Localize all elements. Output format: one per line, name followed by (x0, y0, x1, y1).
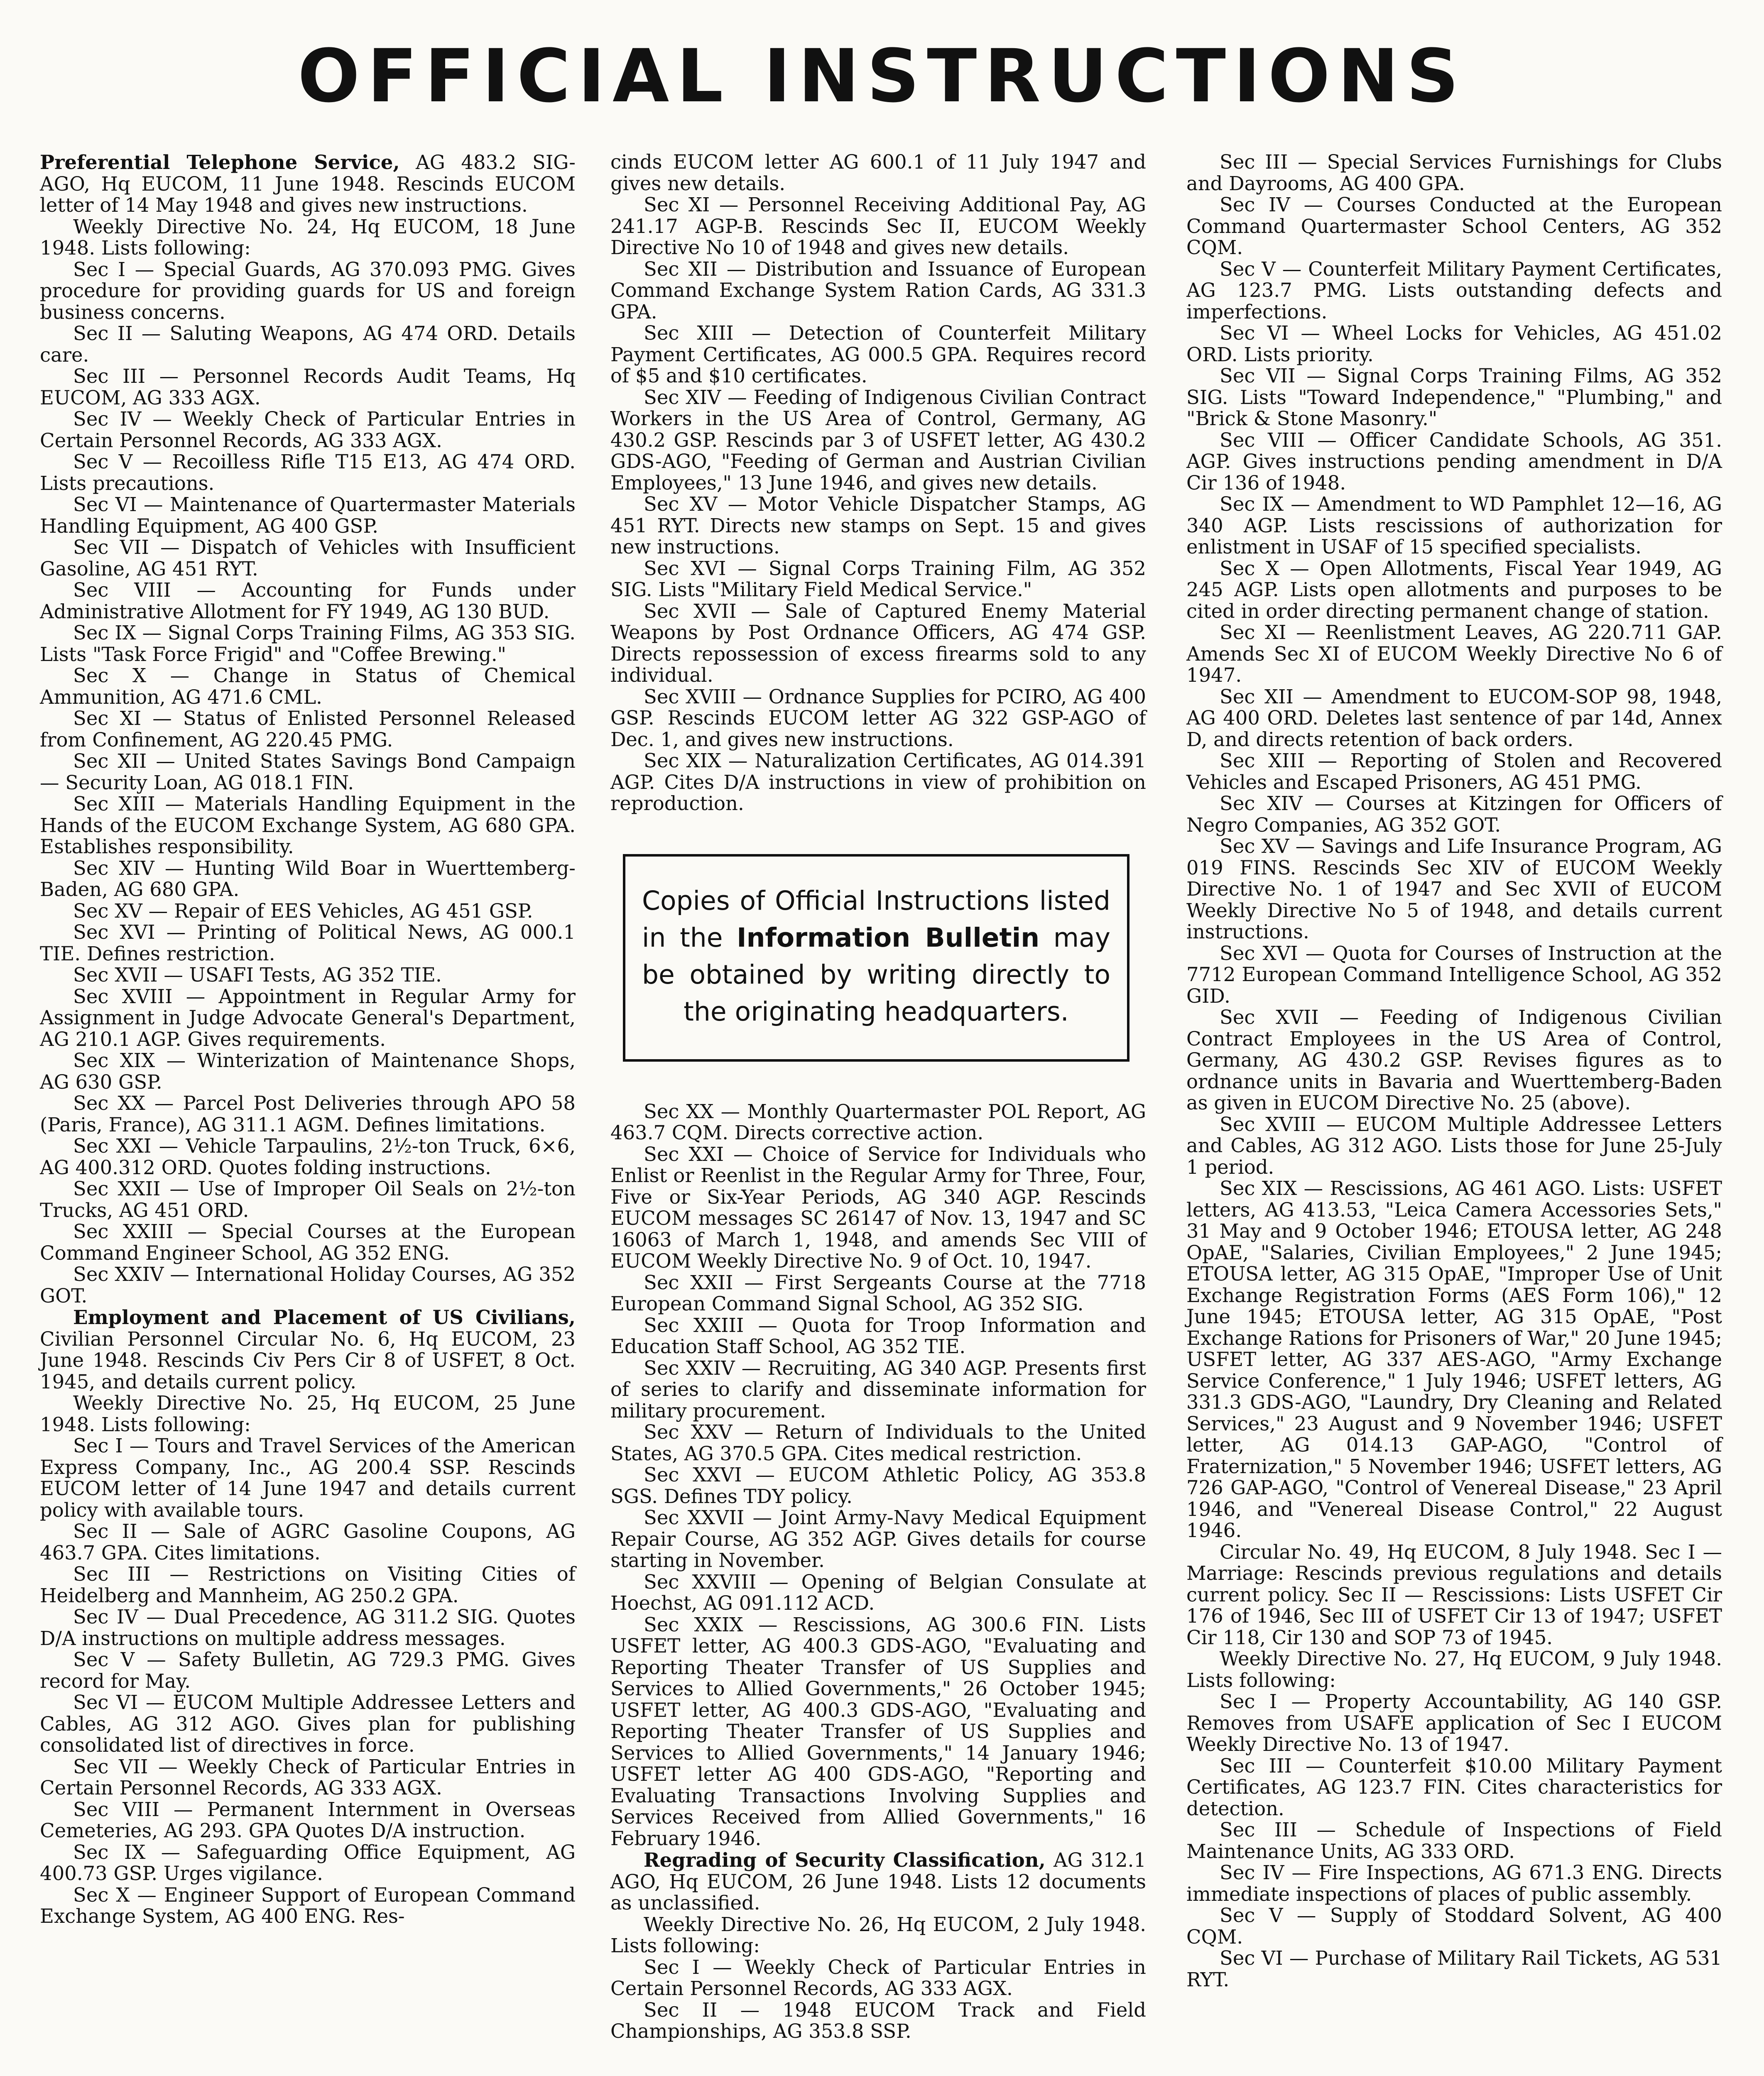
entry (1186, 430, 1722, 494)
entry-text: Sec III — Schedule of Inspections of Field Maintenance Units, AG 333 ORD. (1186, 1819, 1722, 1863)
entry-text: Sec II — Saluting Weapons, AG 474 ORD. Details care. (40, 322, 576, 366)
column-2-top (610, 152, 1146, 815)
entry-heading: Regrading of Security Classification, (644, 1848, 1046, 1871)
entry-text: Sec XIV — Feeding of Indigenous Civilian Contract Workers in the US Area of Control, Germany, AG 430.2 GSP. Rescinds par 3 of USFET letter, AG 430.2 GDS-AGO, "Feeding of German and Austrian Civilian Employees," 13 June 1946, and gives new details. (610, 386, 1146, 494)
entry (1186, 622, 1722, 686)
entry (610, 1464, 1146, 1507)
entry-text: Sec VIII — Accounting for Funds under Administrative Allotment for FY 1949, AG 130 BUD. (40, 579, 576, 623)
entry-text: Sec VII — Signal Corps Training Films, AG 352 SIG. Lists "Toward Independence," "Plumbing," and "Brick & Stone Masonry." (1186, 365, 1722, 430)
entry-text: Sec XXIII — Special Courses at the European Command Engineer School, AG 352 ENG. (40, 1220, 576, 1264)
entry (610, 1101, 1146, 1144)
entry (1186, 686, 1722, 751)
entry (40, 1649, 576, 1692)
entry-text: Sec II — Sale of AGRC Gasoline Coupons, AG 463.7 GPA. Cites limitations. (40, 1520, 576, 1564)
entry (610, 1507, 1146, 1572)
entry-text: Sec VIII — Officer Candidate Schools, AG 351. AGP. Gives instructions pending amendment in D/A Cir 136 of 1948. (1186, 428, 1722, 494)
entry-text: Sec XV — Motor Vehicle Dispatcher Stamps, AG 451 RYT. Directs new stamps on Sept. 15 and gives new instructions. (610, 493, 1146, 558)
entry (40, 259, 576, 323)
entry-text: Sec V — Supply of Stoddard Solvent, AG 400 CQM. (1186, 1904, 1722, 1948)
entry-text: Sec VI — Purchase of Military Rail Tickets, AG 531 RYT. (1186, 1947, 1722, 1991)
notice-text-after: may be obtained by writing directly to the originating headquarters. (642, 922, 1110, 1027)
entry (610, 1272, 1146, 1315)
entry-text: Sec VII — Dispatch of Vehicles with Insufficient Gasoline, AG 451 RYT. (40, 536, 576, 580)
entry (610, 1914, 1146, 1957)
entry (40, 1178, 576, 1221)
entry (610, 1358, 1146, 1422)
entry-text: Sec XVII — USAFI Tests, AG 352 TIE. (73, 964, 442, 986)
entry (610, 686, 1146, 751)
notice-text-before: Copies of Official Instructions listed in the (642, 885, 1110, 953)
entry-text: Sec XXV — Return of Individuals to the United States, AG 370.5 GPA. Cites medical restriction. (610, 1421, 1146, 1465)
entry (610, 1572, 1146, 1614)
entry-text: Sec V — Safety Bulletin, AG 729.3 PMG. Gives record for May. (40, 1648, 576, 1692)
entry-text: Sec XXII — First Sergeants Course at the 7718 European Command Signal School, AG 352 SIG. (610, 1271, 1146, 1315)
entry (1186, 1542, 1722, 1649)
entry (40, 1564, 576, 1606)
entry-text: Sec XVIII — Appointment in Regular Army for Assignment in Judge Advocate General's Department, AG 210.1 AGP. Gives requirements. (40, 985, 576, 1050)
entry (1186, 365, 1722, 430)
entry (1186, 194, 1722, 259)
entry-text: Sec VIII — Permanent Internment in Overseas Cemeteries, AG 293. GPA Quotes D/A instruction. (40, 1798, 576, 1842)
entry (610, 494, 1146, 558)
entry-text: Sec XXI — Vehicle Tarpaulins, 2½-ton Truck, 6×6, AG 400.312 ORD. Quotes folding instructions. (40, 1135, 576, 1179)
entry (40, 1885, 576, 1927)
entry-text: Sec XIII — Reporting of Stolen and Recovered Vehicles and Escaped Prisoners, AG 451 PMG. (1186, 749, 1722, 793)
entry (40, 751, 576, 793)
entry-text: Sec III — Restrictions on Visiting Cities of Heidelberg and Mannheim, AG 250.2 GPA. (40, 1563, 576, 1607)
entry-text: Civilian Personnel Circular No. 6, Hq EUCOM, 23 June 1948. Rescinds Civ Pers Cir 8 of USFET, 8 Oct. 1945, and details current policy. (40, 1327, 576, 1393)
entry-text: Sec XVI — Signal Corps Training Film, AG 352 SIG. Lists "Military Field Medical Service." (610, 557, 1146, 601)
entry-text: Sec VI — Wheel Locks for Vehicles, AG 451.02 ORD. Lists priority. (1186, 322, 1722, 366)
entry-text: Sec IV — Fire Inspections, AG 671.3 ENG. Directs immediate inspections of places of public assembly. (1186, 1861, 1722, 1905)
entry-text: Sec XXIII — Quota for Troop Information and Education Staff School, AG 352 TIE. (610, 1314, 1146, 1358)
entry (610, 601, 1146, 686)
entry-text: Weekly Directive No. 25, Hq EUCOM, 25 June 1948. Lists following: (40, 1392, 576, 1436)
entry (610, 1422, 1146, 1464)
entry-text: Sec X — Change in Status of Chemical Ammunition, AG 471.6 CML. (40, 664, 576, 708)
entry (1186, 323, 1722, 365)
entry (610, 558, 1146, 601)
entry (1186, 750, 1722, 793)
entry (1186, 1114, 1722, 1178)
column-2-bottom (610, 1101, 1146, 2042)
entry (40, 409, 576, 451)
entry-text: Sec XII — United States Savings Bond Campaign — Security Loan, AG 018.1 FIN. (40, 750, 576, 794)
entry-text: Sec VII — Weekly Check of Particular Entries in Certain Personnel Records, AG 333 AGX. (40, 1755, 576, 1799)
entry (40, 1842, 576, 1885)
entry-text: Sec XXVI — EUCOM Athletic Policy, AG 353.8 SGS. Defines TDY policy. (610, 1464, 1146, 1508)
entry-text: Sec III — Personnel Records Audit Teams, Hq EUCOM, AG 333 AGX. (40, 365, 576, 409)
entry (610, 259, 1146, 323)
entry-text: Sec XIII — Detection of Counterfeit Military Payment Certificates, AG 000.5 GPA. Requires record of $5 and $10 certificates. (610, 322, 1146, 387)
entry-text: Sec I — Special Guards, AG 370.093 PMG. Gives procedure for providing guards for US and foreign business concerns. (40, 258, 576, 323)
entry-text: Sec XI — Reenlistment Leaves, AG 220.711 GAP. Amends Sec XI of EUCOM Weekly Directive No 6 of 1947. (1186, 621, 1722, 686)
entry-text: Sec X — Open Allotments, Fiscal Year 1949, AG 245 AGP. Lists open allotments and purposes to be cited in order directing permanent change of station. (1186, 557, 1722, 622)
entry-text: Sec IX — Amendment to WD Pamphlet 12—16, AG 340 AGP. Lists rescissions of authorization for enlistment in USAF of 15 specified specialists. (1186, 493, 1722, 558)
notice-box (623, 854, 1129, 1062)
entry-text: Sec I — Tours and Travel Services of the American Express Company, Inc., AG 200.4 SSP. Rescinds EUCOM letter of 14 June 1947 and details current policy with available tours. (40, 1435, 576, 1521)
entry (610, 1849, 1146, 1914)
entry (610, 387, 1146, 494)
entry (1186, 558, 1722, 622)
entry (1186, 1862, 1722, 1905)
entry (40, 323, 576, 366)
entry-text: Sec XXIX — Rescissions, AG 300.6 FIN. Lists USFET letter, AG 400.3 GDS-AGO, "Evaluating and Reporting Theater Transfer of US Supplies and Services to Allied Governments," 26 October 1945; USFET letter, AG 400.3 GDS-AGO, "Evaluating and Reporting Theater Transfer of US Supplies and Services to Allied Governments," 14 January 1946; USFET letter AG 400 GDS-AGO, "Reporting and Evaluating Transactions Involving Supplies and Services Received from Allied Governments," 16 February 1946. (610, 1613, 1146, 1850)
entry-heading: Preferential Telephone Service, (40, 151, 400, 174)
entry-text: Sec XIX — Winterization of Maintenance Shops, AG 630 GSP. (40, 1049, 576, 1093)
entry (40, 1136, 576, 1178)
entry (610, 1144, 1146, 1272)
entry-text: Sec XII — Distribution and Issuance of European Command Exchange System Ration Cards, AG 331.3 GPA. (610, 257, 1146, 323)
entry-text: Weekly Directive No. 26, Hq EUCOM, 2 July 1948. Lists following: (610, 1913, 1146, 1957)
entry (40, 1221, 576, 1264)
entry (40, 665, 576, 708)
entry (1186, 152, 1722, 194)
page-title: OFFICIAL INSTRUCTIONS (297, 34, 1467, 119)
entry (40, 1799, 576, 1842)
entry (40, 1307, 576, 1393)
entry-text: Sec XII — Amendment to EUCOM-SOP 98, 1948, AG 400 ORD. Deletes last sentence of par 14d, Annex D, and directs retention of back orders. (1186, 685, 1722, 751)
entry-text: Circular No. 49, Hq EUCOM, 8 July 1948. Sec I — Marriage: Rescinds previous regulations and details current policy. Sec II — Rescissions: Lists USFET Cir 176 of 1946, Sec III of USFET Cir 13 of 1947; USFET Cir 118, Cir 130 and SOP 73 of 1945. (1186, 1540, 1722, 1649)
entry (40, 1050, 576, 1093)
entry (40, 901, 576, 922)
entry-text: Sec X — Engineer Support of European Command Exchange System, AG 400 ENG. Res- (40, 1883, 576, 1927)
entry (40, 622, 576, 665)
entry (610, 1957, 1146, 2000)
entry-text: Sec XXIV — International Holiday Courses, AG 352 GOT. (40, 1263, 576, 1307)
entry (40, 1393, 576, 1435)
entry-text: Sec I — Weekly Check of Particular Entries in Certain Personnel Records, AG 333 AGX. (610, 1956, 1146, 2000)
entry (40, 216, 576, 259)
entry (1186, 1819, 1722, 1862)
entry-text: Sec IV — Weekly Check of Particular Entries in Certain Personnel Records, AG 333 AGX. (40, 408, 576, 452)
notice-text-bold: Information Bulletin (737, 922, 1040, 953)
entry (1186, 1948, 1722, 1990)
entry-text: Weekly Directive No. 27, Hq EUCOM, 9 July 1948. Lists following: (1186, 1648, 1722, 1692)
entry (1186, 1007, 1722, 1114)
entry (40, 537, 576, 580)
entry-text: Sec IV — Courses Conducted at the European Command Quartermaster School Centers, AG 352 CQM. (1186, 193, 1722, 259)
entry-text: Sec XVII — Feeding of Indigenous Civilian Contract Employees in the US Area of Control, Germany, AG 430.2 GSP. Revises figures as to ordnance units in Bavaria and Wuerttemberg-Baden as given in EUCOM Directive No. 25 (above). (1186, 1006, 1722, 1114)
entry-text: Sec XIII — Materials Handling Equipment in the Hands of the EUCOM Exchange System, AG 680 GPA. Establishes responsibility. (40, 793, 576, 858)
entry (1186, 1691, 1722, 1755)
entry (610, 1614, 1146, 1850)
entry (40, 152, 576, 216)
entry (1186, 1648, 1722, 1691)
entry-text: Sec IV — Dual Precedence, AG 311.2 SIG. Quotes D/A instructions on multiple address messages. (40, 1606, 576, 1650)
entry-text: Sec XV — Repair of EES Vehicles, AG 451 GSP. (73, 899, 533, 922)
entry-text: Sec XI — Status of Enlisted Personnel Released from Confinement, AG 220.45 PMG. (40, 707, 576, 751)
entry-text: Sec XVIII — EUCOM Multiple Addressee Letters and Cables, AG 312 AGO. Lists those for June 25-July 1 period. (1186, 1113, 1722, 1178)
entry-text: Sec XIV — Courses at Kitzingen for Officers of Negro Companies, AG 352 GOT. (1186, 792, 1722, 836)
column-2 (610, 152, 1146, 2042)
entry (610, 194, 1146, 259)
entry-text: Sec XXIV — Recruiting, AG 340 AGP. Presents first of series to clarify and disseminate information for military procurement. (610, 1356, 1146, 1422)
entry-text: Sec XV — Savings and Life Insurance Program, AG 019 FINS. Rescinds Sec XIV of EUCOM Weekly Directive No. 1 of 1947 and Sec XVII of EUCOM Weekly Directive No 5 of 1948, and details current instructions. (1186, 835, 1722, 943)
entry (610, 152, 1146, 194)
entry (40, 1606, 576, 1649)
entry-text: Sec VI — EUCOM Multiple Addressee Letters and Cables, AG 312 AGO. Gives plan for publishing consolidated list of directives in force. (40, 1691, 576, 1756)
entry (40, 1756, 576, 1799)
entry-text: Sec XVIII — Ordnance Supplies for PCIRO, AG 400 GSP. Rescinds EUCOM letter AG 322 GSP-AGO of Dec. 1, and gives new instructions. (610, 685, 1146, 751)
entry-text: Sec XI — Personnel Receiving Additional Pay, AG 241.17 AGP-B. Rescinds Sec II, EUCOM Weekly Directive No 10 of 1948 and gives new details. (610, 193, 1146, 259)
entry-text: Sec III — Special Services Furnishings for Clubs and Dayrooms, AG 400 GPA. (1186, 151, 1722, 195)
entry-text: Sec XXVIII — Opening of Belgian Consulate at Hoechst, AG 091.112 ACD. (610, 1570, 1146, 1614)
entry-text: Sec I — Property Accountability, AG 140 GSP. Removes from USAFE application of Sec I EUCOM Weekly Directive No. 13 of 1947. (1186, 1690, 1722, 1755)
entry (40, 1435, 576, 1521)
entry (1186, 1178, 1722, 1542)
entry (1186, 1755, 1722, 1820)
entry (40, 580, 576, 622)
entry-text: Sec III — Counterfeit $10.00 Military Payment Certificates, AG 123.7 FIN. Cites characteristics for detection. (1186, 1754, 1722, 1820)
entry-text: Sec IX — Safeguarding Office Equipment, AG 400.73 GSP. Urges vigilance. (40, 1841, 576, 1885)
entry-text: cinds EUCOM letter AG 600.1 of 11 July 1947 and gives new details. (610, 151, 1146, 195)
entry (1186, 943, 1722, 1007)
entry-text: Sec XIX — Rescissions, AG 461 AGO. Lists: USFET letters, AG 413.53, "Leica Camera Accessories Sets," 31 May and 9 October 1946; ETOUSA letter, AG 248 OpAE, "Salaries, Civilian Employees," 2 June 1945; ETOUSA letter, AG 315 OpAE, "Improper Use of Unit Exchange Registration Forms (AES Form 106)," 12 June 1945; ETOUSA letter, AG 315 OpAE, "Post Exchange Rations for Prisoners of War," 20 June 1945; USFET letter, AG 337 AES-AGO, "Army Exchange Service Conference," 1 July 1946; USFET letters, AG 331.3 GDS-AGO, "Laundry, Dry Cleaning and Related Services," 23 August and 9 November 1946; USFET letter, AG 014.13 GAP-AGO, "Control of Fraternization," 5 November 1946; USFET letters, AG 726 GAP-AGO, "Control of Venereal Disease," 23 April 1946, and "Venereal Disease Control," 22 August 1946. (1186, 1177, 1722, 1542)
entry (1186, 793, 1722, 836)
entry (610, 2000, 1146, 2042)
entry-text: Sec VI — Maintenance of Quartermaster Materials Handling Equipment, AG 400 GSP. (40, 493, 576, 537)
entry (40, 986, 576, 1050)
entry (610, 750, 1146, 815)
entry-text: Sec XXII — Use of Improper Oil Seals on 2½-ton Trucks, AG 451 ORD. (40, 1178, 576, 1222)
entry (40, 793, 576, 858)
entry (1186, 1905, 1722, 1948)
entry-text: Sec XVI — Printing of Political News, AG 000.1 TIE. Defines restriction. (40, 921, 576, 965)
entry-text: Sec XIX — Naturalization Certificates, AG 014.391 AGP. Cites D/A instructions in view of prohibition on reproduction. (610, 749, 1146, 815)
entry-text: Sec XX — Parcel Post Deliveries through APO 58 (Paris, France), AG 311.1 AGM. Defines limitations. (40, 1092, 576, 1136)
entry (40, 1093, 576, 1136)
entry-text: Weekly Directive No. 24, Hq EUCOM, 18 June 1948. Lists following: (40, 215, 576, 259)
entry (1186, 494, 1722, 558)
entry (610, 1315, 1146, 1358)
entry (40, 1521, 576, 1564)
entry-text: AG 483.2 SIG-AGO, Hq EUCOM, 11 June 1948. Rescinds EUCOM letter of 14 May 1948 and gives new instructions. (40, 151, 576, 216)
entry-text: AG 312.1 AGO, Hq EUCOM, 26 June 1948. Lists 12 documents as unclassified. (610, 1849, 1146, 1914)
entry (40, 1264, 576, 1307)
entry (40, 494, 576, 537)
entry-heading: Employment and Placement of US Civilians, (73, 1306, 576, 1329)
entry-text: Sec II — 1948 EUCOM Track and Field Championships, AG 353.8 SSP. (610, 1998, 1146, 2042)
column-1 (40, 152, 576, 1927)
entry-text: Sec XXVII — Joint Army-Navy Medical Equipment Repair Course, AG 352 AGP. Gives details for course starting in November. (610, 1506, 1146, 1572)
entry-text: Sec IX — Signal Corps Training Films, AG 353 SIG. Lists "Task Force Frigid" and "Coffee Brewing." (40, 622, 576, 666)
entry-text: Sec XIV — Hunting Wild Boar in Wuerttemberg-Baden, AG 680 GPA. (40, 857, 576, 901)
entry (40, 922, 576, 965)
entry-text: Sec XXI — Choice of Service for Individuals who Enlist or Reenlist in the Regular Army for Three, Four, Five or Six-Year Periods, AG 340 AGP. Rescinds EUCOM messages SC 26147 of Nov. 13, 1947 and SC 16063 of March 1, 1948, and amends Sec VIII of EUCOM Weekly Directive No. 9 of Oct. 10, 1947. (610, 1143, 1146, 1272)
entry-text: Sec XVII — Sale of Captured Enemy Material Weapons by Post Ordnance Officers, AG 474 GSP. Directs repossession of excess firearms sold to any individual. (610, 600, 1146, 686)
column-3 (1186, 152, 1722, 1990)
entry (40, 965, 576, 986)
entry-text: Sec V — Recoilless Rifle T15 E13, AG 474 ORD. Lists precautions. (40, 450, 576, 495)
entry (1186, 259, 1722, 323)
entry-text: Sec XX — Monthly Quartermaster POL Report, AG 463.7 CQM. Directs corrective action. (610, 1100, 1146, 1144)
entry (610, 323, 1146, 387)
entry-text: Sec V — Counterfeit Military Payment Certificates, AG 123.7 PMG. Lists outstanding defects and imperfections. (1186, 257, 1722, 323)
entry (40, 366, 576, 409)
entry (40, 858, 576, 901)
entry (40, 708, 576, 751)
entry-text: Sec XVI — Quota for Courses of Instruction at the 7712 European Command Intelligence School, AG 352 GID. (1186, 942, 1722, 1007)
entry (1186, 836, 1722, 943)
entry (40, 451, 576, 494)
entry (40, 1692, 576, 1756)
